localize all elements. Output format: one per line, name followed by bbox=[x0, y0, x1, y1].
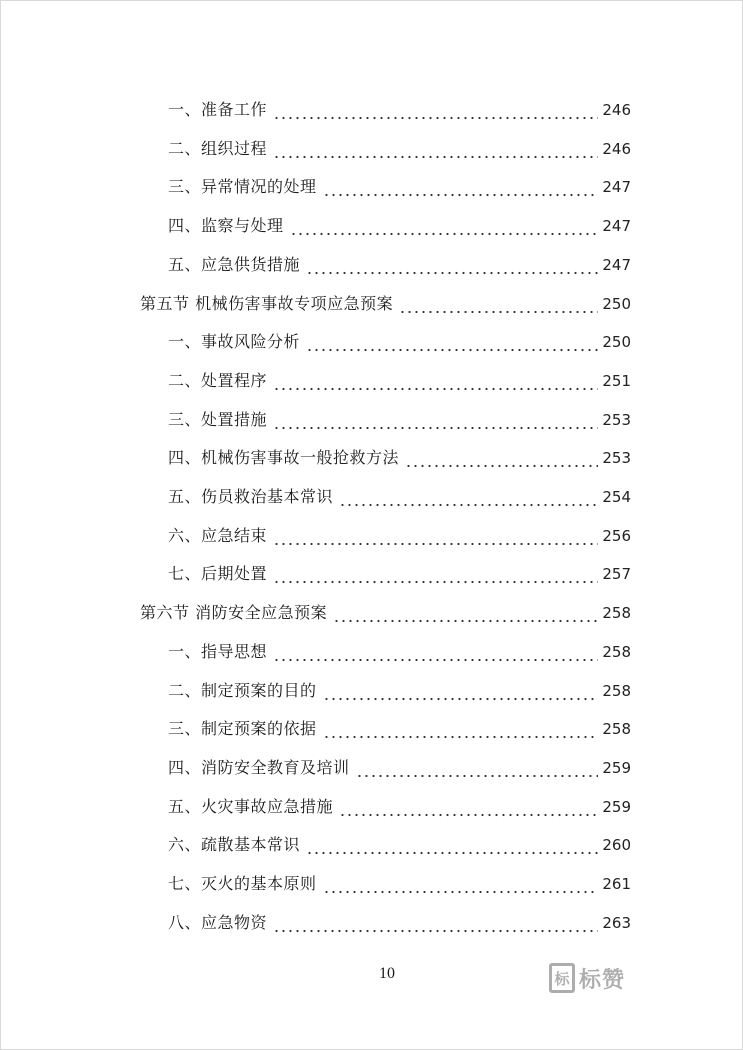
toc-entry-page: 246 bbox=[602, 139, 631, 158]
toc-entry-title: 五、应急供货措施 bbox=[168, 254, 301, 274]
toc-entry-title: 七、后期处置 bbox=[168, 564, 268, 584]
toc-dot-leader bbox=[273, 134, 598, 164]
toc-dot-leader bbox=[356, 753, 599, 783]
toc-dot-leader bbox=[273, 95, 598, 125]
toc-entry-page: 259 bbox=[602, 797, 631, 816]
toc-dot-leader bbox=[323, 869, 599, 899]
toc-dot-leader bbox=[333, 598, 598, 628]
watermark-text: 标赞 bbox=[579, 967, 626, 993]
toc-entry-title: 五、火灾事故应急措施 bbox=[168, 796, 334, 816]
toc-entry-page: 247 bbox=[602, 255, 631, 274]
toc-dot-leader bbox=[306, 250, 598, 280]
toc-entry-title: 七、灭火的基本原则 bbox=[168, 874, 317, 893]
toc-dot-leader bbox=[273, 908, 598, 938]
toc-item-row bbox=[168, 830, 631, 860]
watermark-logo-icon: 标 bbox=[549, 963, 575, 993]
toc-item-row bbox=[168, 908, 631, 938]
toc-entry-page: 258 bbox=[602, 681, 631, 700]
toc-item-row bbox=[168, 211, 631, 241]
toc-entry-title: 二、处置程序 bbox=[168, 370, 268, 390]
toc-entry-page: 250 bbox=[602, 333, 631, 352]
toc-entry-title: 三、制定预案的依据 bbox=[168, 719, 317, 739]
toc-entry-title: 三、异常情况的处理 bbox=[168, 177, 317, 197]
toc-entry-title: 四、消防安全教育及培训 bbox=[168, 757, 350, 777]
toc-dot-leader bbox=[273, 405, 598, 435]
toc-entry-page: 258 bbox=[602, 604, 631, 623]
toc-entry-title: 八、应急物资 bbox=[168, 912, 268, 932]
toc-entry-page: 257 bbox=[602, 565, 631, 584]
toc-item-row bbox=[168, 134, 631, 164]
toc-entry-page: 261 bbox=[602, 875, 631, 893]
toc-dot-leader bbox=[306, 830, 598, 860]
toc-entry-title: 一、事故风险分析 bbox=[168, 332, 301, 352]
toc-dot-leader bbox=[323, 676, 599, 706]
toc-entry-page: 260 bbox=[602, 836, 631, 855]
toc-entry-page: 250 bbox=[602, 294, 631, 313]
toc-item-row bbox=[168, 753, 631, 783]
toc-dot-leader bbox=[339, 482, 598, 512]
toc-entry-page: 253 bbox=[602, 410, 631, 429]
toc-item-row bbox=[168, 521, 631, 551]
toc-item-row bbox=[168, 714, 631, 744]
toc-item-row bbox=[168, 559, 631, 589]
toc-dot-leader bbox=[405, 443, 598, 473]
toc-entry-title: 五、伤员救治基本常识 bbox=[168, 487, 334, 506]
toc-section-row bbox=[140, 598, 631, 628]
toc-entry-page: 246 bbox=[602, 101, 631, 119]
toc-item-row bbox=[168, 869, 631, 899]
toc-dot-leader bbox=[273, 366, 598, 396]
page-number: 10 bbox=[379, 965, 395, 982]
toc-entry-page: 247 bbox=[602, 178, 631, 197]
toc-entry-page: 256 bbox=[602, 526, 631, 545]
toc-dot-leader bbox=[399, 289, 598, 319]
toc-item-row bbox=[168, 95, 631, 125]
toc-entry-title: 三、处置措施 bbox=[168, 409, 268, 429]
toc-item-row bbox=[168, 250, 631, 280]
toc-entry-title: 第六节 消防安全应急预案 bbox=[140, 603, 328, 623]
toc-dot-leader bbox=[323, 714, 599, 744]
toc-entry-page: 263 bbox=[602, 913, 631, 932]
toc-section-row bbox=[140, 289, 631, 319]
toc-entry-title: 一、准备工作 bbox=[168, 100, 268, 119]
toc-item-row bbox=[168, 482, 631, 512]
toc-dot-leader bbox=[273, 637, 598, 667]
toc-entry-title: 六、应急结束 bbox=[168, 525, 268, 545]
toc-item-row bbox=[168, 172, 631, 202]
toc-entry-title: 一、指导思想 bbox=[168, 641, 268, 661]
toc-dot-leader bbox=[339, 792, 598, 822]
toc-dot-leader bbox=[273, 559, 598, 589]
toc-item-row bbox=[168, 405, 631, 435]
toc-dot-leader bbox=[290, 211, 599, 241]
toc-entry-title: 二、制定预案的目的 bbox=[168, 680, 317, 700]
watermark bbox=[549, 961, 625, 995]
toc-entry-page: 258 bbox=[602, 720, 631, 739]
toc-item-row bbox=[168, 792, 631, 822]
toc-item-row bbox=[168, 637, 631, 667]
toc-entry-title: 四、监察与处理 bbox=[168, 216, 284, 236]
toc-item-row bbox=[168, 366, 631, 396]
toc-dot-leader bbox=[323, 172, 599, 202]
toc-entry-page: 258 bbox=[602, 642, 631, 661]
toc-dot-leader bbox=[306, 327, 598, 357]
toc-entry-title: 四、机械伤害事故一般抢救方法 bbox=[168, 448, 400, 468]
toc-item-row bbox=[168, 443, 631, 473]
toc-dot-leader bbox=[273, 521, 598, 551]
toc-entry-title: 第五节 机械伤害事故专项应急预案 bbox=[140, 293, 394, 313]
toc-item-row bbox=[168, 676, 631, 706]
toc-entry-page: 253 bbox=[602, 449, 631, 468]
toc-entry-page: 251 bbox=[602, 371, 631, 390]
toc-entry-page: 259 bbox=[602, 758, 631, 777]
toc-entry-title: 六、疏散基本常识 bbox=[168, 835, 301, 855]
toc-entry-page: 254 bbox=[602, 488, 631, 506]
toc-entry-title: 二、组织过程 bbox=[168, 138, 268, 158]
toc-entry-page: 247 bbox=[602, 217, 631, 236]
toc-item-row bbox=[168, 327, 631, 357]
